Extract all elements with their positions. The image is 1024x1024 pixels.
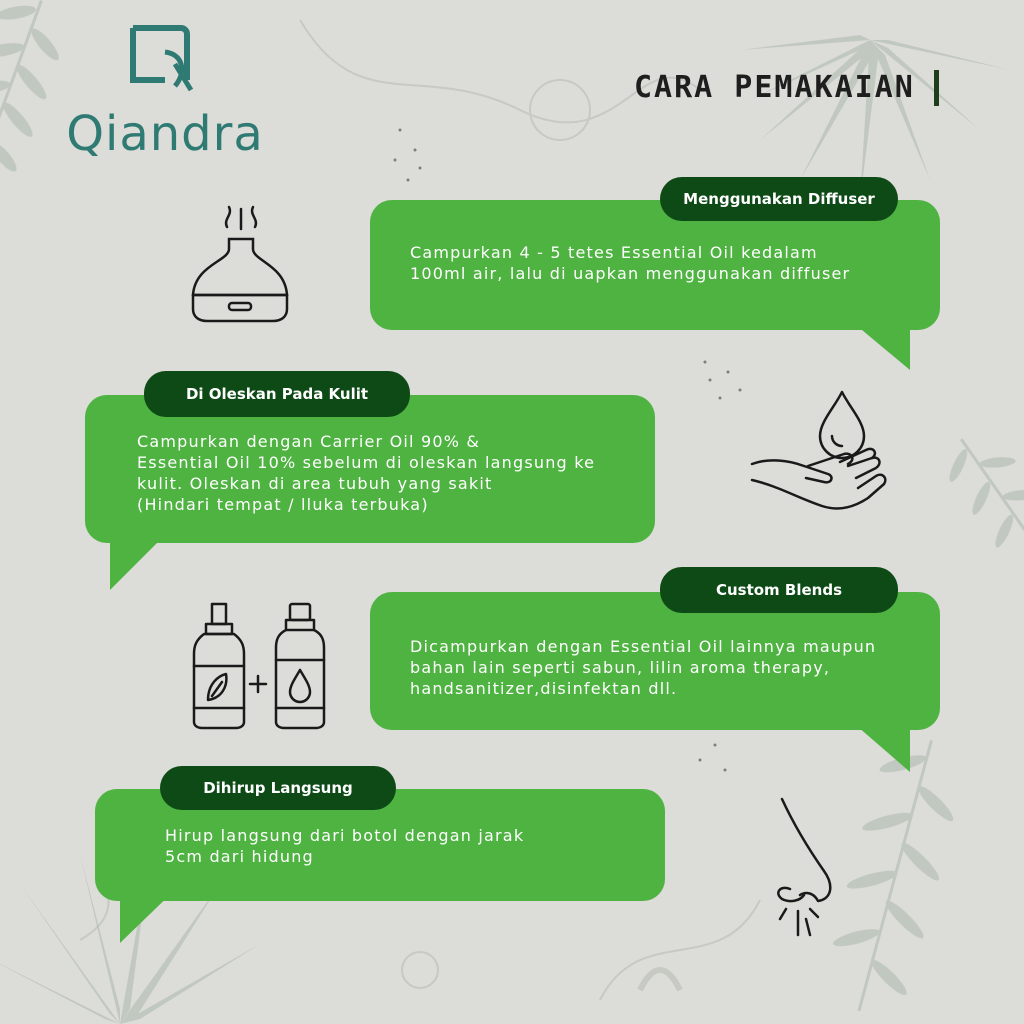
- method-label-blends: Custom Blends: [660, 567, 898, 613]
- page-title: CARA PEMAKAIAN: [634, 70, 915, 105]
- logo-mark-icon: [125, 22, 195, 92]
- method-text: Campurkan dengan Carrier Oil 90% & Essential Oil 10% sebelum di oleskan langsung ke kulit. Oleskan di area tubuh yang sakit (Hindari tempat / lluka terbuka): [137, 432, 596, 514]
- method-label-inhale: Dihirup Langsung: [160, 766, 396, 810]
- method-text: Hirup langsung dari botol dengan jarak 5cm dari hidung: [165, 826, 525, 866]
- method-label-skin: Di Oleskan Pada Kulit: [144, 371, 410, 417]
- brand-logo: [50, 22, 280, 172]
- method-text: Campurkan 4 - 5 tetes Essential Oil kedalam 100ml air, lalu di uapkan menggunakan diffuser: [410, 243, 851, 283]
- title-accent-bar: [934, 70, 939, 106]
- brand-name: Qiandra: [66, 106, 264, 162]
- method-bubble-skin: [85, 395, 655, 543]
- method-label-diffuser: Menggunakan Diffuser: [660, 177, 898, 221]
- method-text: Dicampurkan dengan Essential Oil lainnya maupun bahan lain seperti sabun, lilin aroma therapy, handsanitizer,disinfektan dll.: [410, 637, 877, 698]
- diffuser-icon: [185, 205, 295, 330]
- hand-drop-icon: [748, 388, 890, 528]
- bottles-blend-icon: [190, 600, 340, 730]
- nose-inhale-icon: [770, 795, 840, 945]
